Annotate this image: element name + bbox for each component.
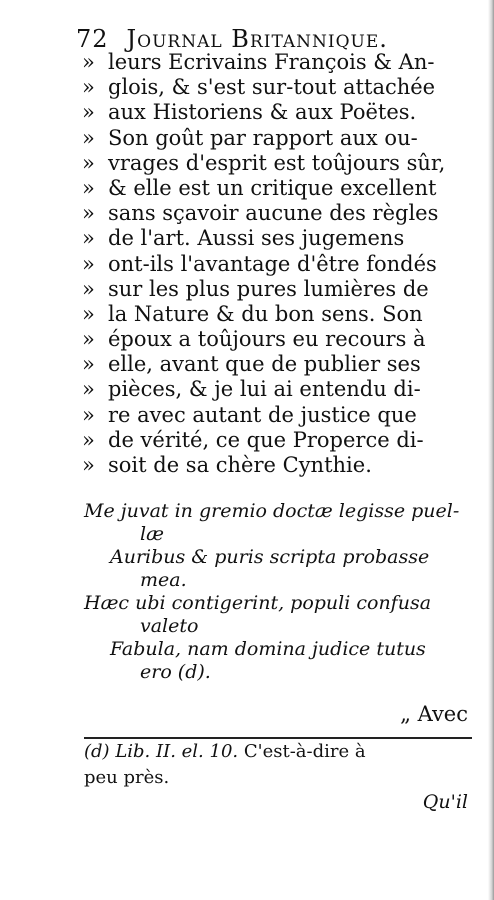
footnote-line-2: peu près. <box>84 767 170 788</box>
line-text: elle, avant que de publier ses <box>108 352 421 377</box>
text-line <box>82 226 472 251</box>
quotation-mark: » <box>82 402 95 427</box>
latin-verse-quotation <box>84 500 474 684</box>
quotation-mark: » <box>82 201 95 226</box>
text-line <box>82 126 472 151</box>
continuation-line: „ Avec <box>400 702 468 726</box>
text-line <box>82 428 472 453</box>
verse-line: Auribus & puris scripta probasse <box>110 546 430 568</box>
text-line <box>82 453 472 478</box>
footnote-line-1 <box>84 739 474 765</box>
footnote <box>84 739 474 791</box>
quotation-mark: » <box>82 100 95 125</box>
quotation-mark: » <box>82 50 95 74</box>
line-text: aux Historiens & aux Poëtes. <box>108 100 417 125</box>
catchword: Qu'il <box>422 791 468 813</box>
line-text: sur les plus pures lumières de <box>108 276 429 301</box>
quotation-mark: » <box>82 327 95 352</box>
verse-line: Me juvat in gremio doctæ legisse puel- <box>84 500 460 522</box>
quotation-mark: » <box>82 251 95 276</box>
text-line <box>82 352 472 377</box>
text-line <box>82 302 472 327</box>
text-line <box>82 50 472 75</box>
text-line <box>82 75 472 100</box>
line-text: de l'art. Aussi ses jugemens <box>108 226 405 251</box>
running-title: Journal Britannique. <box>126 25 388 53</box>
text-line <box>82 176 472 201</box>
line-text: pièces, & je lui ai entendu di- <box>108 377 421 402</box>
quotation-mark: » <box>82 301 95 326</box>
line-text: vrages d'esprit est toûjours sûr, <box>108 150 446 175</box>
quotation-mark: » <box>82 150 95 175</box>
line-text: glois, & s'est sur-tout attachée <box>108 75 436 100</box>
text-line <box>82 100 472 125</box>
page-number: 72 <box>76 25 109 53</box>
quotation-mark: » <box>82 377 95 402</box>
line-text: leurs Ecrivains François & An- <box>108 50 435 74</box>
text-line <box>82 327 472 352</box>
quotation-mark: » <box>82 175 95 200</box>
line-text: re avec autant de justice que <box>108 402 417 427</box>
text-line <box>82 151 472 176</box>
text-line <box>82 201 472 226</box>
line-text: soit de sa chère Cynthie. <box>108 453 372 477</box>
quotation-mark: » <box>82 352 95 377</box>
text-line <box>82 403 472 428</box>
page-edge-shadow <box>488 0 494 900</box>
line-text: Son goût par rapport aux ou- <box>108 125 418 150</box>
quotation-mark: » <box>82 427 95 452</box>
quotation-mark: » <box>82 125 95 150</box>
text-line <box>82 377 472 402</box>
quotation-mark: » <box>82 453 95 477</box>
quotation-mark: » <box>82 276 95 301</box>
quotation-mark: » <box>82 75 95 100</box>
footnote-sign: (d) <box>84 741 110 762</box>
verse-line: ero (d). <box>140 661 211 683</box>
text-line <box>82 252 472 277</box>
verse-line: valeto <box>140 615 199 637</box>
text-line <box>82 277 472 302</box>
verse-line: læ <box>140 523 164 545</box>
footnote-text: C'est-à-dire à <box>243 741 366 762</box>
verse-line: mea. <box>140 569 187 591</box>
verse-line: Fabula, nam domina judice tutus <box>110 638 426 660</box>
quoted-passage <box>82 50 472 478</box>
line-text: époux a toûjours eu recours à <box>108 327 426 352</box>
line-text: sans sçavoir aucune des règles <box>108 201 439 226</box>
quotation-mark: » <box>82 226 95 251</box>
line-text: la Nature & du bon sens. Son <box>108 301 423 326</box>
footnote-reference: Lib. II. el. 10. <box>115 741 239 762</box>
verse-line: Hæc ubi contigerint, populi confusa <box>84 592 432 614</box>
line-text: de vérité, ce que Properce di- <box>108 427 424 452</box>
line-text: & elle est un critique excellent <box>108 175 437 200</box>
line-text: ont-ils l'avantage d'être fondés <box>108 251 437 276</box>
